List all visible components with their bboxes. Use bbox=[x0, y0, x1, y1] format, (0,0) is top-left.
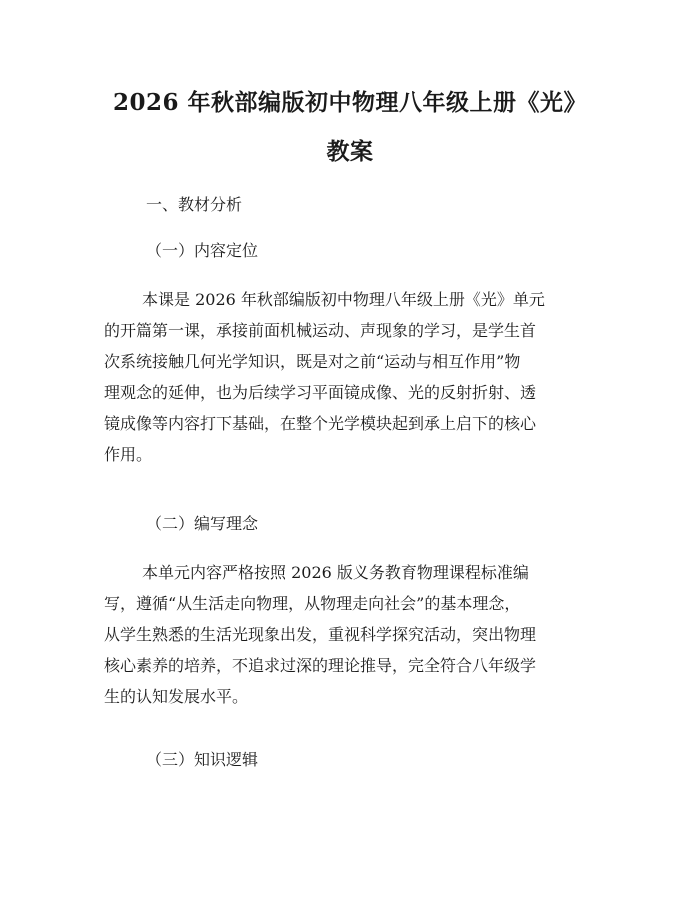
paragraph-content-positioning bbox=[104, 284, 545, 470]
paragraph-line: 核心素养的培养，不追求过深的理论推导，完全符合八年级学 bbox=[104, 656, 537, 675]
paragraph-line: 作用。 bbox=[104, 445, 153, 464]
subsection-heading-content-positioning: （一）内容定位 bbox=[146, 241, 259, 260]
document-title-line-1: 2026 年秋部编版初中物理八年级上册《光》 bbox=[112, 89, 588, 116]
paragraph-line: 本课是 2026 年秋部编版初中物理八年级上册《光》单元 bbox=[142, 290, 545, 309]
subsection-heading-writing-philosophy: （二）编写理念 bbox=[146, 514, 259, 533]
paragraph-line: 生的认知发展水平。 bbox=[104, 687, 249, 706]
subsection-heading-knowledge-logic: （三）知识逻辑 bbox=[146, 750, 259, 769]
paragraph-line: 的开篇第一课，承接前面机械运动、声现象的学习，是学生首 bbox=[104, 321, 537, 340]
paragraph-line: 次系统接触几何光学知识，既是对之前“运动与相互作用”物 bbox=[104, 352, 521, 371]
section-heading-textbook-analysis: 一、教材分析 bbox=[146, 195, 243, 214]
document-title-line-2: 教案 bbox=[326, 138, 374, 165]
paragraph-writing-philosophy bbox=[104, 557, 536, 712]
paragraph-line: 从学生熟悉的生活光现象出发，重视科学探究活动，突出物理 bbox=[104, 625, 537, 644]
paragraph-line: 本单元内容严格按照 2026 版义务教育物理课程标准编 bbox=[142, 563, 529, 582]
paragraph-line: 理观念的延伸，也为后续学习平面镜成像、光的反射折射、透 bbox=[104, 383, 537, 402]
paragraph-line: 写，遵循“从生活走向物理，从物理走向社会”的基本理念， bbox=[104, 594, 521, 613]
paragraph-line: 镜成像等内容打下基础，在整个光学模块起到承上启下的核心 bbox=[104, 414, 537, 433]
